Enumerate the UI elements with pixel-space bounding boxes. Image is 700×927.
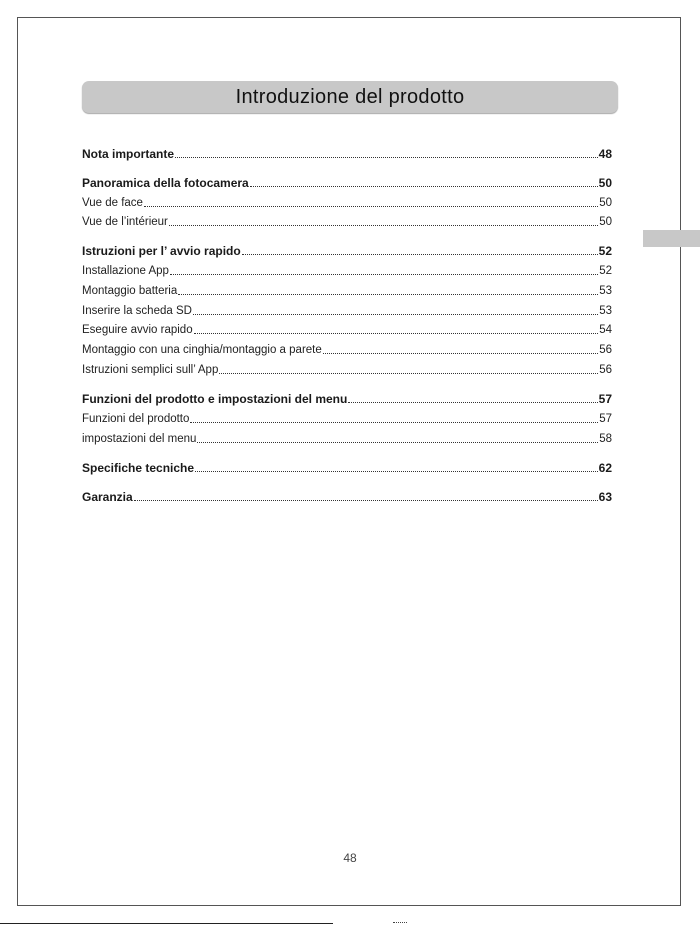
page-title: Introduzione del prodotto: [235, 85, 465, 108]
dot-leader: [194, 332, 599, 334]
dot-leader: [323, 352, 598, 354]
toc-entry-page: 50: [598, 176, 612, 190]
toc-sub-entry: [82, 341, 612, 357]
toc-entry-page: 53: [599, 285, 612, 297]
toc-entry-page: 56: [599, 364, 612, 376]
toc-entry-page: 63: [598, 490, 612, 504]
toc-section-entry: [82, 390, 612, 406]
dot-leader: [175, 156, 598, 158]
dot-leader: [242, 253, 598, 255]
toc-sub-entry: [82, 282, 612, 298]
toc-entry-page: 58: [599, 433, 612, 445]
toc-entry-label: impostazioni del menu: [82, 433, 197, 445]
toc-entry-label: Istruzioni per l’ avvio rapido: [82, 244, 241, 258]
dot-leader: [169, 224, 598, 226]
toc-sub-entry: [82, 430, 612, 446]
dot-leader: [190, 421, 598, 423]
toc-sub-entry: [82, 361, 612, 377]
toc-section-entry: [82, 174, 612, 190]
title-banner: [82, 81, 618, 113]
dot-leader: [250, 185, 598, 187]
toc-entry-page: 56: [599, 344, 612, 356]
toc-entry-page: 50: [599, 197, 612, 209]
page-number: 48: [343, 851, 357, 865]
toc-entry-label: Installazione App: [82, 265, 169, 277]
toc-section-entry: [82, 242, 612, 258]
dot-leader: [170, 273, 598, 275]
toc-section-entry: [82, 459, 612, 475]
dot-leader: [197, 441, 598, 443]
dot-leader: [193, 313, 598, 315]
toc-entry-label: Inserire la scheda SD: [82, 305, 192, 317]
dot-leader: [348, 401, 597, 403]
toc-entry-page: 50: [599, 216, 612, 228]
toc-entry-label: Istruzioni semplici sull’ App: [82, 364, 219, 376]
bottom-rule: [0, 923, 333, 924]
dot-leader: [219, 372, 598, 374]
toc-section-entry: [82, 488, 612, 504]
toc-entry-label: Montaggio batteria: [82, 285, 178, 297]
toc-sub-entry: [82, 321, 612, 337]
dot-leader: [178, 293, 598, 295]
toc-entry-page: 54: [599, 324, 612, 336]
toc-entry-label: Garanzia: [82, 490, 133, 504]
dot-leader: [134, 499, 598, 501]
toc-entry-label: Eseguire avvio rapido: [82, 324, 193, 336]
toc-sub-entry: [82, 194, 612, 210]
side-tab-marker: [643, 230, 700, 247]
toc-sub-entry: [82, 302, 612, 318]
dot-leader: [195, 470, 598, 472]
toc-entry-label: Vue de l’intérieur: [82, 216, 168, 228]
bottom-mark: [393, 922, 407, 925]
toc-entry-label: Montaggio con una cinghia/montaggio a parete: [82, 344, 322, 356]
toc-sub-entry: [82, 262, 612, 278]
toc-section-entry: [82, 145, 612, 161]
toc-entry-label: Funzioni del prodotto: [82, 413, 190, 425]
toc-entry-label: Vue de face: [82, 197, 143, 209]
toc-sub-entry: [82, 410, 612, 426]
toc-entry-label: Specifiche tecniche: [82, 461, 195, 475]
toc-entry-page: 57: [598, 392, 612, 406]
toc-entry-label: Panoramica della fotocamera: [82, 176, 249, 190]
dot-leader: [144, 205, 598, 207]
toc-entry-page: 62: [598, 461, 612, 475]
toc-entry-page: 52: [599, 265, 612, 277]
toc-entry-page: 53: [599, 305, 612, 317]
toc-entry-page: 52: [598, 244, 612, 258]
toc-entry-page: 57: [599, 413, 612, 425]
toc-entry-label: Funzioni del prodotto e impostazioni del menu: [82, 392, 348, 406]
toc-entry-page: 48: [598, 147, 612, 161]
toc-sub-entry: [82, 213, 612, 229]
toc-entry-label: Nota importante: [82, 147, 175, 161]
